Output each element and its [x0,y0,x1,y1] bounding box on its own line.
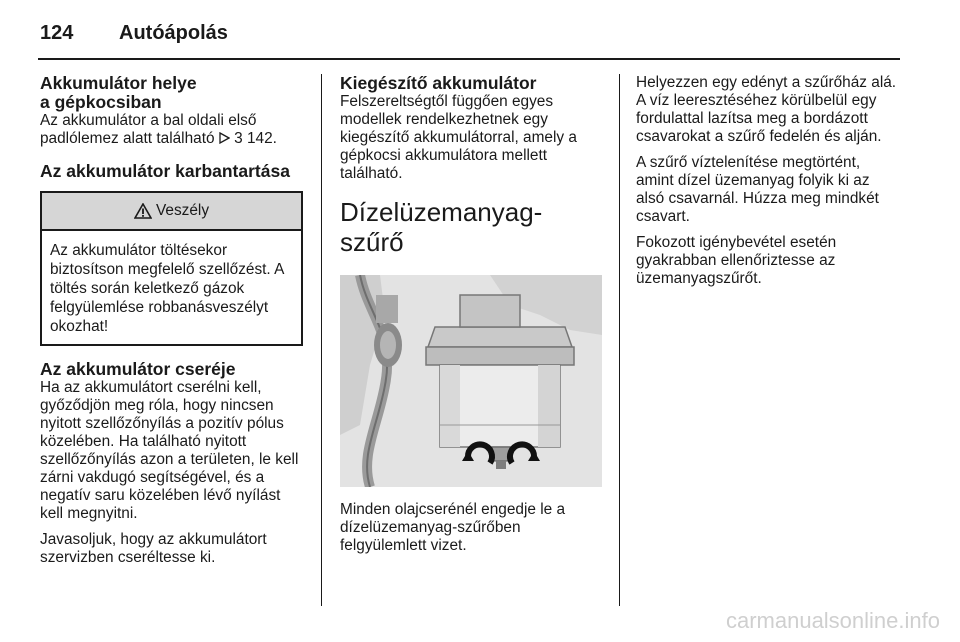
page-header [40,14,920,54]
heading-line: Akkumulátor helye [40,73,197,93]
heading-battery-replacement: Az akkumulátor cseréje [40,359,236,379]
page-number: 124 [40,22,74,44]
column-2 [340,74,605,563]
danger-title: Veszély [155,202,210,219]
battery-location-text [40,112,303,148]
heading-battery-maintenance: Az akkumulátor karbantartása [40,161,290,181]
drain-instructions-text: Helyezzen egy edényt a szűrőház alá. A víz leeresztéséhez körülbelül egy fordulattal lazítsa meg a bordázott csavarokat a szűrő fedelén és alján. [636,74,897,145]
section-title: Autóápolás [119,22,228,44]
reference-text: 3 142. [234,130,277,147]
battery-service-text: Javasoljuk, hogy az akkumulátort szervizben cseréltesse ki. [40,531,267,566]
danger-text: Az akkumulátor töltésekor biztosítson megfelelő szellőzést. A töltés során keletkező gázok felgyülemlése robbanásveszélyt okozhat! [50,242,284,335]
watermark: carmanualsonline.info [725,608,940,633]
figure-caption: Minden olajcserénél engedje le a dízelüzemanyag-szűrőben felgyülemlett vizet. [340,501,566,554]
page-reference[interactable] [219,130,277,147]
heading-diesel-filter: Dízelüzemanyag-szűrő [340,197,543,257]
heading-line: a gépkocsiban [40,92,162,112]
diesel-filter-figure [340,275,602,487]
warning-triangle-icon [134,203,152,219]
column-1 [40,74,303,575]
heading-battery-location [40,74,303,112]
column-3 [636,74,900,296]
column-divider [321,74,322,606]
battery-replacement-text: Ha az akkumulátort cserélni kell, győződjön meg róla, hogy nincsen nyitott szellőzőnyílás a pozitív pólus közelében. Ha található nyitott szellőzőnyílás azon a területen, le kell zárni vakdugó segítségével, és a negatív saru közelében lévő nyílást kell megnyitni. [40,379,299,522]
header-divider [38,58,900,60]
danger-box [40,191,303,346]
paragraph-text: Az akkumulátor a bal oldali első padlólemez alatt található [40,112,257,147]
auxiliary-battery-text: Felszereltségtől függően egyes modellek rendelkezhetnek egy kiegészítő akkumulátorral, amely a gépkocsi akkumulátora mellett található. [340,93,577,182]
diesel-filter-illustration [340,275,602,487]
column-divider [619,74,620,606]
heading-auxiliary-battery: Kiegészítő akkumulátor [340,73,537,93]
heavy-use-text: Fokozott igénybevétel esetén gyakrabban ellenőriztesse az üzemanyagszűrőt. [636,234,837,287]
danger-header [42,193,301,231]
drain-complete-text: A szűrő víztelenítése megtörtént, amint dízel üzemanyag folyik ki az alsó csavarnál. Húzza meg mindkét csavart. [636,154,879,225]
reference-arrow-icon [219,132,230,144]
